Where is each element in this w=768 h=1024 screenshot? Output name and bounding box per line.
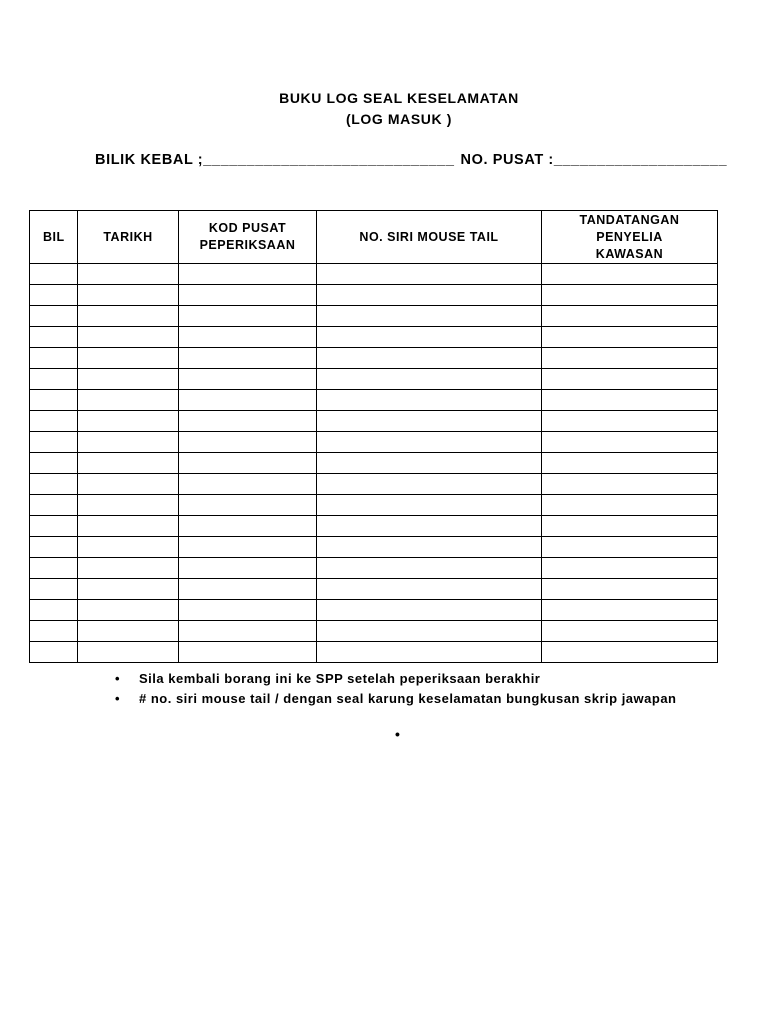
cell-kod-pusat[interactable] — [179, 390, 317, 411]
cell-no-siri[interactable] — [317, 453, 542, 474]
cell-tandatangan[interactable] — [542, 432, 718, 453]
cell-tarikh[interactable] — [78, 390, 179, 411]
cell-no-siri[interactable] — [317, 474, 542, 495]
table-row — [30, 453, 718, 474]
cell-tandatangan[interactable] — [542, 264, 718, 285]
cell-tarikh[interactable] — [78, 285, 179, 306]
cell-tarikh[interactable] — [78, 495, 179, 516]
no-pusat-label: NO. PUSAT : — [460, 152, 554, 168]
table-row — [30, 348, 718, 369]
table-row — [30, 537, 718, 558]
cell-tandatangan[interactable] — [542, 558, 718, 579]
table-row — [30, 264, 718, 285]
cell-tandatangan[interactable] — [542, 474, 718, 495]
table-row — [30, 369, 718, 390]
cell-kod-pusat[interactable] — [179, 432, 317, 453]
cell-tarikh[interactable] — [78, 474, 179, 495]
cell-kod-pusat[interactable] — [179, 474, 317, 495]
cell-tarikh[interactable] — [78, 411, 179, 432]
cell-kod-pusat[interactable] — [179, 558, 317, 579]
notes-list — [115, 669, 715, 708]
cell-bil[interactable] — [30, 264, 78, 285]
cell-tarikh[interactable] — [78, 306, 179, 327]
header-tandatangan — [542, 211, 718, 264]
cell-kod-pusat[interactable] — [179, 369, 317, 390]
table-row — [30, 327, 718, 348]
log-table — [29, 210, 718, 663]
cell-bil[interactable] — [30, 600, 78, 621]
document-title: BUKU LOG SEAL KESELAMATAN — [279, 90, 519, 106]
cell-tarikh[interactable] — [78, 369, 179, 390]
cell-tarikh[interactable] — [78, 516, 179, 537]
cell-tarikh[interactable] — [78, 642, 179, 663]
table-header-row — [30, 211, 718, 264]
cell-no-siri[interactable] — [317, 432, 542, 453]
cell-bil[interactable] — [30, 558, 78, 579]
table-row — [30, 516, 718, 537]
table-row — [30, 558, 718, 579]
cell-kod-pusat[interactable] — [179, 348, 317, 369]
cell-bil[interactable] — [30, 411, 78, 432]
cell-no-siri[interactable] — [317, 516, 542, 537]
header-bil: BIL — [30, 211, 78, 264]
header-kod-pusat — [179, 211, 317, 264]
no-pusat-field[interactable]: ____________________ — [553, 152, 728, 168]
cell-tarikh[interactable] — [78, 558, 179, 579]
cell-no-siri[interactable] — [317, 411, 542, 432]
cell-bil[interactable] — [30, 579, 78, 600]
header-tandatangan-line-2: PENYELIA — [596, 229, 663, 244]
cell-kod-pusat[interactable] — [179, 306, 317, 327]
cell-tandatangan[interactable] — [542, 600, 718, 621]
cell-bil[interactable] — [30, 306, 78, 327]
cell-tandatangan[interactable] — [542, 369, 718, 390]
cell-bil[interactable] — [30, 642, 78, 663]
cell-bil[interactable] — [30, 285, 78, 306]
cell-no-siri[interactable] — [317, 558, 542, 579]
cell-tandatangan[interactable] — [542, 621, 718, 642]
cell-kod-pusat[interactable] — [179, 579, 317, 600]
cell-kod-pusat[interactable] — [179, 642, 317, 663]
cell-tandatangan[interactable] — [542, 516, 718, 537]
note-item — [115, 669, 715, 689]
table-row — [30, 642, 718, 663]
cell-tarikh[interactable] — [78, 264, 179, 285]
table-row — [30, 621, 718, 642]
cell-tandatangan[interactable] — [542, 537, 718, 558]
cell-bil[interactable] — [30, 348, 78, 369]
table-row — [30, 411, 718, 432]
bilik-kebal-label: BILIK KEBAL ; — [95, 152, 204, 168]
cell-no-siri[interactable] — [317, 264, 542, 285]
cell-bil[interactable] — [30, 327, 78, 348]
table-row — [30, 285, 718, 306]
note-item — [115, 689, 715, 709]
trailing-bullet-icon: • — [395, 726, 400, 742]
table-row — [30, 495, 718, 516]
cell-kod-pusat[interactable] — [179, 411, 317, 432]
cell-kod-pusat[interactable] — [179, 537, 317, 558]
header-tandatangan-line-3: KAWASAN — [595, 246, 664, 261]
cell-tandatangan[interactable] — [542, 453, 718, 474]
cell-bil[interactable] — [30, 495, 78, 516]
cell-no-siri[interactable] — [317, 642, 542, 663]
note-text: # no. siri mouse tail / dengan seal karung keselamatan bungkusan skrip jawapan — [139, 690, 677, 706]
header-kod-pusat-line-2: PEPERIKSAAN — [199, 238, 296, 252]
cell-kod-pusat[interactable] — [179, 516, 317, 537]
note-text: Sila kembali borang ini ke SPP setelah peperiksaan berakhir — [139, 671, 541, 686]
cell-kod-pusat[interactable] — [179, 264, 317, 285]
cell-tarikh[interactable] — [78, 621, 179, 642]
cell-tandatangan[interactable] — [542, 642, 718, 663]
cell-tandatangan[interactable] — [542, 579, 718, 600]
cell-tarikh[interactable] — [78, 348, 179, 369]
cell-no-siri[interactable] — [317, 621, 542, 642]
cell-no-siri[interactable] — [317, 537, 542, 558]
cell-bil[interactable] — [30, 369, 78, 390]
bullet-icon: • — [115, 671, 121, 686]
cell-kod-pusat[interactable] — [179, 327, 317, 348]
cell-kod-pusat[interactable] — [179, 453, 317, 474]
cell-tarikh[interactable] — [78, 537, 179, 558]
cell-kod-pusat[interactable] — [179, 495, 317, 516]
cell-tandatangan[interactable] — [542, 285, 718, 306]
cell-bil[interactable] — [30, 537, 78, 558]
cell-bil[interactable] — [30, 516, 78, 537]
cell-bil[interactable] — [30, 474, 78, 495]
header-fields — [95, 152, 727, 168]
cell-tarikh[interactable] — [78, 579, 179, 600]
cell-bil[interactable] — [30, 390, 78, 411]
table-row — [30, 579, 718, 600]
cell-no-siri[interactable] — [317, 348, 542, 369]
cell-tandatangan[interactable] — [542, 495, 718, 516]
bullet-icon: • — [115, 690, 121, 706]
log-table-body — [30, 264, 718, 663]
header-no-siri: NO. SIRI MOUSE TAIL — [317, 211, 542, 264]
cell-no-siri[interactable] — [317, 495, 542, 516]
cell-tandatangan[interactable] — [542, 306, 718, 327]
cell-no-siri[interactable] — [317, 306, 542, 327]
table-row — [30, 432, 718, 453]
cell-no-siri[interactable] — [317, 369, 542, 390]
table-row — [30, 306, 718, 327]
cell-bil[interactable] — [30, 453, 78, 474]
cell-tarikh[interactable] — [78, 453, 179, 474]
cell-tandatangan[interactable] — [542, 411, 718, 432]
cell-no-siri[interactable] — [317, 285, 542, 306]
cell-tandatangan[interactable] — [542, 327, 718, 348]
bilik-kebal-field[interactable]: _____________________________ — [203, 152, 455, 168]
table-row — [30, 474, 718, 495]
cell-bil[interactable] — [30, 621, 78, 642]
cell-bil[interactable] — [30, 432, 78, 453]
cell-no-siri[interactable] — [317, 390, 542, 411]
table-row — [30, 390, 718, 411]
header-tarikh: TARIKH — [78, 211, 179, 264]
cell-kod-pusat[interactable] — [179, 621, 317, 642]
cell-no-siri[interactable] — [317, 600, 542, 621]
document-subtitle: (LOG MASUK ) — [346, 111, 452, 127]
cell-tarikh[interactable] — [78, 432, 179, 453]
cell-kod-pusat[interactable] — [179, 600, 317, 621]
table-row — [30, 600, 718, 621]
cell-no-siri[interactable] — [317, 327, 542, 348]
cell-tarikh[interactable] — [78, 327, 179, 348]
cell-tandatangan[interactable] — [542, 348, 718, 369]
cell-kod-pusat[interactable] — [179, 285, 317, 306]
cell-no-siri[interactable] — [317, 579, 542, 600]
cell-tandatangan[interactable] — [542, 390, 718, 411]
header-tandatangan-line-1: TANDATANGAN — [579, 212, 680, 227]
header-kod-pusat-line-1: KOD PUSAT — [208, 221, 287, 235]
cell-tarikh[interactable] — [78, 600, 179, 621]
